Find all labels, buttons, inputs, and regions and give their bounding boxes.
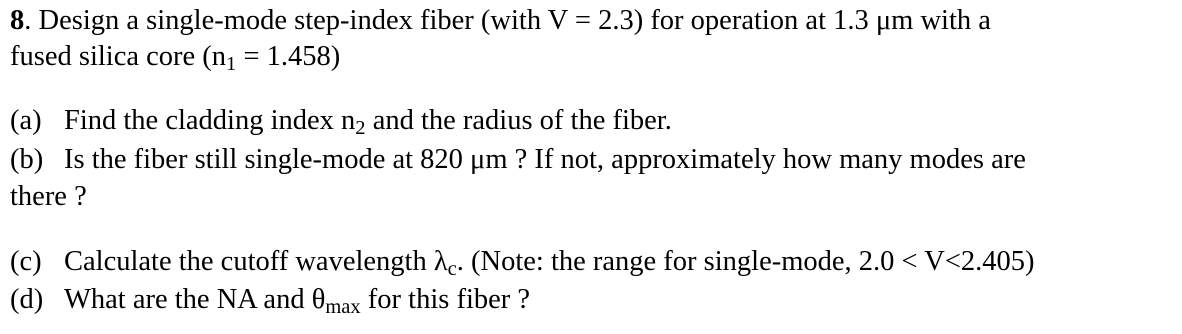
part-d-label: (d): [10, 284, 44, 315]
part-a-label: (a): [10, 105, 42, 136]
part-c-label: (c): [10, 246, 42, 277]
part-a-text-pre: Find the cladding index n: [64, 105, 356, 136]
part-d-text-pre: What are the NA and θ: [64, 284, 326, 315]
problem-number: 8: [10, 5, 25, 36]
lambda-c-subscript: c: [447, 258, 457, 281]
problem-stem-text-1: . Design a single-mode step-index fiber (with V = 2.3) for operation at 1.3 μm with a: [24, 5, 991, 36]
part-b-text-2: there ?: [10, 181, 87, 212]
part-d: [10, 283, 530, 317]
part-c: [10, 245, 1035, 279]
problem-stem-line-1: [10, 4, 991, 38]
part-a-text-post: and the radius of the fiber.: [365, 105, 672, 136]
part-c-text-pre: Calculate the cutoff wavelength λ: [64, 246, 448, 277]
problem-stem-line-2: [10, 40, 340, 74]
part-b-line-2: [10, 180, 87, 214]
part-a: [10, 104, 672, 138]
theta-max-subscript: max: [325, 296, 361, 319]
problem-stem-text-2-pre: fused silica core (n: [10, 41, 227, 72]
part-d-text-post: for this fiber ?: [360, 284, 531, 315]
n1-subscript: 1: [226, 53, 237, 76]
part-b-text-1: Is the fiber still single-mode at 820 μm ? If not, approximately how many modes are: [64, 144, 1026, 175]
part-b-label: (b): [10, 144, 44, 175]
part-c-text-post: . (Note: the range for single-mode, 2.0 < V<2.405): [456, 246, 1035, 277]
part-b-line-1: [10, 143, 1026, 177]
n2-subscript: 2: [355, 117, 366, 140]
problem-stem-text-2-post: = 1.458): [236, 41, 341, 72]
